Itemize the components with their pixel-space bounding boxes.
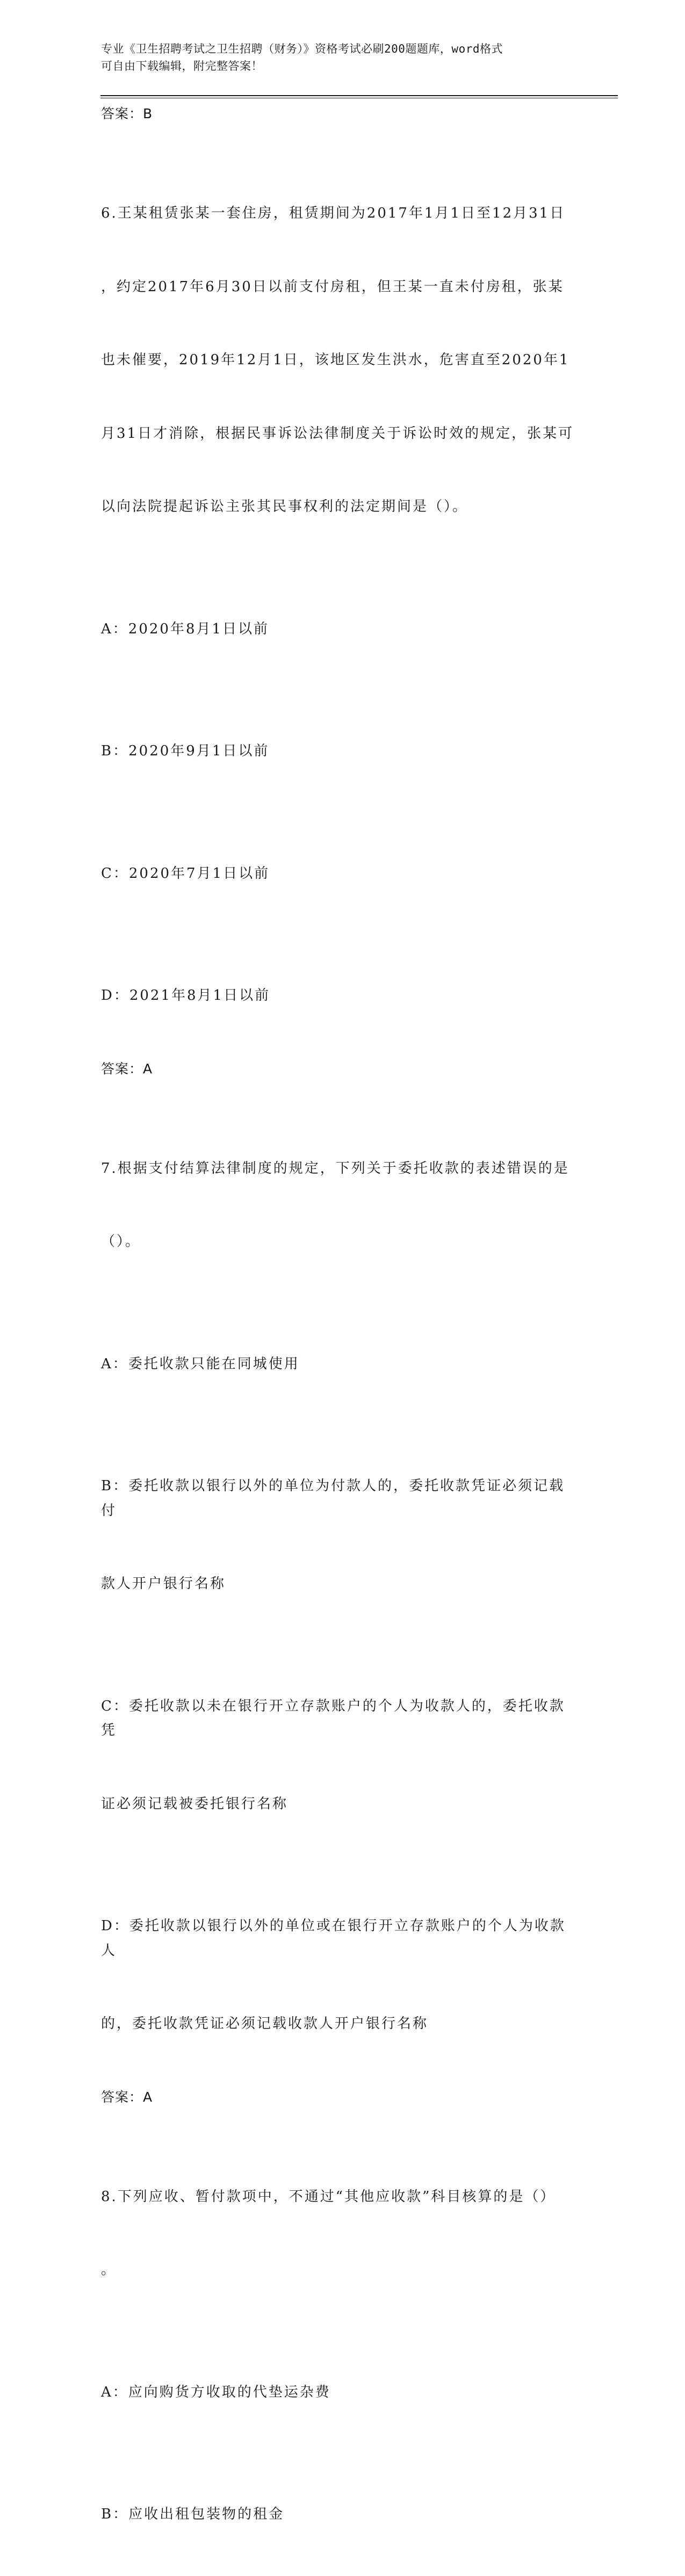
stem-line: 8.下列应收、暂付款项中，不通过“其他应收款”科目核算的是（） [101,2188,556,2205]
option-c [101,813,579,935]
option-c [101,1646,579,1866]
option-line: 的，委托收款凭证必须记载收款人开户银行名称 [101,2016,429,2032]
option-line: D：2021年8月1日以前 [101,987,271,1004]
option-line: B：应收出租包装物的租金 [101,2506,285,2522]
option-line: A：2020年8月1日以前 [101,620,270,637]
stem-line: 月31日才消除，根据民事诉讼法律制度关于诉讼时效的规定，张某可 [101,425,574,442]
page-header [101,40,574,75]
option-line: C：委托收款以未在银行开立存款账户的个人为收款人的，委托收款凭 [101,1698,565,1738]
stem-line: 7.根据支付结算法律制度的规定，下列关于委托收款的表述错误的是 [101,1160,569,1177]
header-title-line-2: 可自由下载编辑，附完整答案！ [101,60,263,73]
question-stem [101,153,579,568]
spacer [101,1081,579,1108]
option-line: C：2020年7月1日以前 [101,865,270,882]
stem-line: ，约定2017年6月30日以前支付房租，但王某一直未付房租，张某 [101,278,564,295]
prev-question-answer: 答案：B [101,106,153,121]
option-line: A：应向购货方收取的代垫运杂费 [101,2384,331,2400]
header-title-line-1: 专业《卫生招聘考试之卫生招聘（财务）》资格考试必刷200题题库，word格式 [101,42,503,55]
option-line: 款人开户银行名称 [101,1576,226,1592]
question-stem [101,1108,579,1303]
stem-line: 。 [101,2262,117,2278]
option-d [101,1865,579,2086]
option-line: B：委托收款以银行以外的单位为付款人的，委托收款凭证必须记载付 [101,1478,565,1519]
option-b [101,1425,579,1646]
question-answer: 答案：A [101,1060,153,1077]
spacer [101,2109,579,2136]
spacer [101,126,579,153]
option-d [101,935,579,1057]
document-content [101,102,579,2576]
option-b [101,2454,579,2576]
question-answer: 答案：A [101,2089,153,2105]
question-stem [101,2136,579,2332]
option-a [101,2332,579,2454]
option-line: A：委托收款只能在同城使用 [101,1355,300,1372]
stem-line: 也未催要，2019年12月1日，该地区发生洪水，危害直至2020年1 [101,352,570,368]
stem-line: （）。 [101,1233,141,1250]
stem-line: 以向法院提起诉讼主张其民事权利的法定期间是（）。 [101,499,468,515]
option-b [101,690,579,813]
option-a [101,568,579,691]
option-line: B：2020年9月1日以前 [101,743,270,759]
stem-line: 6.王某租赁张某一套住房，租赁期间为2017年1月1日至12月31日 [101,205,566,221]
question-8 [101,2136,579,2576]
option-line: D：委托收款以银行以外的单位或在银行开立存款账户的个人为收款人 [101,1918,566,1959]
question-7 [101,1108,579,2109]
option-line: 证必须记载被委托银行名称 [101,1795,289,1812]
question-6 [101,153,579,1081]
option-a [101,1303,579,1426]
header-rule-thick [100,95,618,96]
